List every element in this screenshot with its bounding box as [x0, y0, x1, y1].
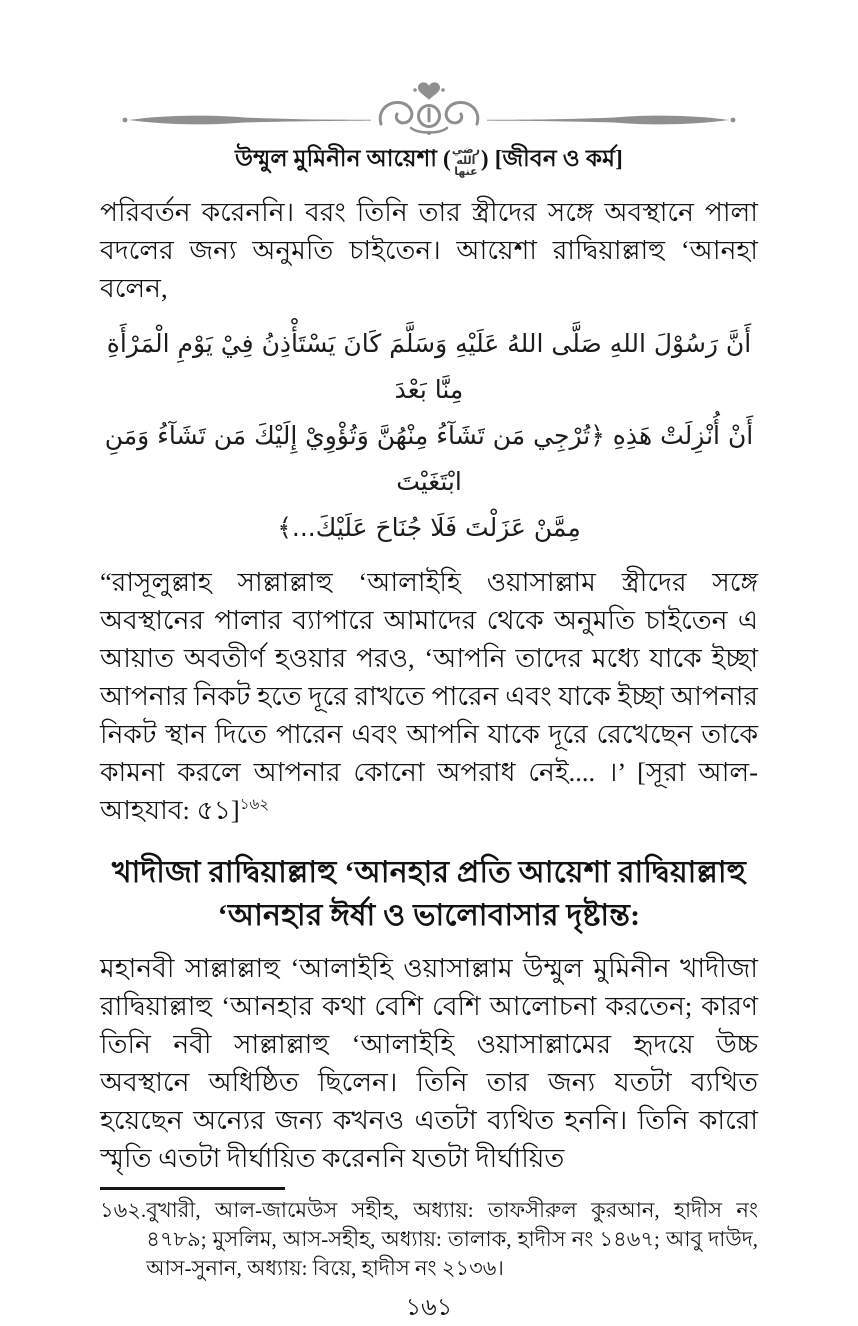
heart-scroll-motif: [380, 82, 478, 135]
paragraph-translation: [100, 563, 758, 829]
running-head-suffix: ) [জীবন ও কর্ম]: [480, 146, 623, 171]
arabic-verse-block: [100, 321, 758, 551]
top-flourish-ornament: [119, 74, 739, 138]
page-number: ১৬১: [405, 1295, 453, 1321]
footnote-divider: [100, 1187, 285, 1190]
arabic-verse-line: أَنَّ رَسُوْلَ اللهِ صَلَّى اللهُ عَلَيْهِ وَسَلَّمَ كَانَ يَسْتَأْذِنُ فِيْ يَوْمِ الْمَرْأَةِ مِنَّا بَعْدَ: [106, 329, 752, 404]
footnote-number: ১৬২.: [100, 1198, 147, 1222]
footnote-reference: ১৬২: [239, 797, 269, 814]
arabic-verse-line: أَنْ أُنْزِلَتْ هَذِهِ ﴿تُرْجِي مَن تَشَآءُ مِنْهُنَّ وَتُؤْوِيْ إِلَيْكَ مَن تَشَآءُ وَمَنِ ابْتَغَيْتَ: [104, 421, 754, 496]
footnote: [100, 1196, 758, 1283]
honorific-seal-icon: رضي الله عنها: [451, 143, 480, 179]
translation-text: “রাসূলুল্লাহ সাল্লাল্লাহু ‘আলাইহি ওয়াসাল্লাম স্ত্রীদের সঙ্গে অবস্থানের পালার ব্যাপারে আমাদের থেকে অনুমতি চাইতেন এ আয়াত অবতীর্ণ হওয়ার পরও, ‘আপনি তাদের মধ্যে যাকে ইচ্ছা আপনার নিকট হতে দূরে রাখতে পারেন এবং যাকে ইচ্ছা আপনার নিকট স্থান দিতে পারেন এবং আপনি যাকে দূরে রেখেছেন তাকে কামনা করলে আপনার কোনো অপরাধ নেই.... ।’ [সূরা আল-আহযাব: ৫১]: [100, 567, 758, 825]
section-heading: খাদীজা রাদ্বিয়াল্লাহু ‘আনহার প্রতি আয়েশা রাদ্বিয়াল্লাহু ‘আনহার ঈর্ষা ও ভালোবাসার দৃষ্টান্ত:: [111, 856, 747, 932]
paragraph-khadija: মহানবী সাল্লাল্লাহু ‘আলাইহি ওয়াসাল্লাম উম্মুল মুমিনীন খাদীজা রাদ্বিয়াল্লাহু ‘আনহার কথা বেশি বেশি আলোচনা করতেন; কারণ তিনি নবী সাল্লাল্লাহু ‘আলাইহি ওয়াসাল্লামের হৃদয়ে উচ্চ অবস্থানে অধিষ্ঠিত ছিলেন। তিনি তার জন্য যতটা ব্যথিত হয়েছেন অন্যের জন্য কখনও এতটা ব্যথিত হননি। তিনি কারো স্মৃতি এতটা দীর্ঘায়িত করেননি যতটা দীর্ঘায়িত: [100, 953, 758, 1173]
arabic-verse-line: مِمَّنْ عَزَلْتَ فَلَا جُنَاحَ عَلَيْكَ...﴾: [277, 513, 581, 542]
paragraph-intro: পরিবর্তন করেননি। বরং তিনি তার স্ত্রীদের সঙ্গে অবস্থানে পালা বদলের জন্য অনুমতি চাইতেন। আয়েশা রাদ্বিয়াল্লাহু ‘আনহা বলেন,: [100, 197, 758, 303]
footnote-text: বুখারী, আল-জামেউস সহীহ, অধ্যায়: তাফসীরুল কুরআন, হাদীস নং ৪৭৮৯; মুসলিম, আস-সহীহ, অধ্যায়: তালাক, হাদীস নং ১৪৬৭; আবু দাউদ, আস-সুনান, অধ্যায়: বিয়ে, হাদীস নং ২১৩৬।: [146, 1198, 758, 1280]
running-head: [0, 140, 858, 179]
running-head-prefix: উম্মুল মুমিনীন আয়েশা (: [234, 146, 451, 171]
